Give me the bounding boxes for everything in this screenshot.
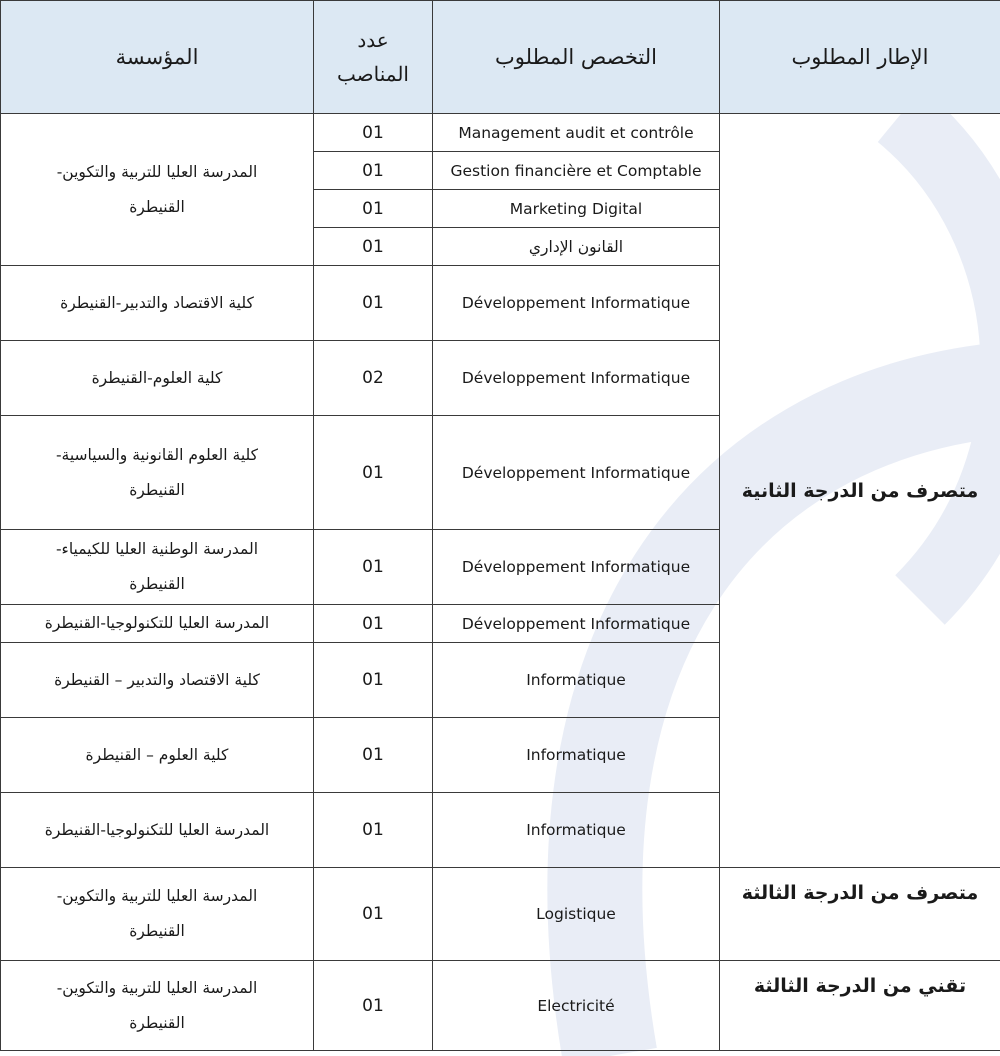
specialty-cell: Logistique	[433, 868, 720, 961]
institution-cell	[1, 416, 314, 530]
table-row	[1, 114, 1000, 152]
institution-line: كلية العلوم – القنيطرة	[85, 745, 229, 764]
specialty-cell: القانون الإداري	[433, 228, 720, 266]
count-cell: 01	[314, 718, 433, 793]
institution-line: القنيطرة	[129, 1013, 185, 1032]
institution-cell	[1, 793, 314, 868]
institution-line: كلية الاقتصاد والتدبير – القنيطرة	[54, 670, 260, 689]
institution-line: كلية الاقتصاد والتدبير-القنيطرة	[60, 293, 254, 312]
count-cell: 01	[314, 228, 433, 266]
header-specialty: التخصص المطلوب	[433, 1, 720, 114]
specialty-cell: Marketing Digital	[433, 190, 720, 228]
header-count-line1: عدد	[357, 28, 389, 52]
institution-line: القنيطرة	[129, 480, 185, 499]
table-row	[1, 868, 1000, 961]
specialty-cell: Informatique	[433, 643, 720, 718]
count-cell: 01	[314, 266, 433, 341]
specialty-cell: Développement Informatique	[433, 530, 720, 605]
specialty-cell: Développement Informatique	[433, 266, 720, 341]
count-cell: 01	[314, 114, 433, 152]
count-cell: 01	[314, 868, 433, 961]
institution-line: القنيطرة	[129, 922, 185, 940]
count-cell: 01	[314, 961, 433, 1051]
header-count	[314, 1, 433, 114]
specialty-cell: Management audit et contrôle	[433, 114, 720, 152]
institution-cell	[1, 961, 314, 1051]
count-cell: 01	[314, 530, 433, 605]
header-institution: المؤسسة	[1, 1, 314, 114]
institution-line: القنيطرة	[129, 197, 185, 216]
institution-line: المدرسة العليا للتربية والتكوين-	[56, 978, 258, 997]
table-header-row	[1, 1, 1000, 114]
frame-cell: متصرف من الدرجة الثانية	[720, 114, 1000, 868]
institution-cell	[1, 530, 314, 605]
count-cell: 01	[314, 152, 433, 190]
specialty-cell: Gestion financière et Comptable	[433, 152, 720, 190]
frame-cell: تقني من الدرجة الثالثة	[720, 961, 1000, 1051]
institution-line: المدرسة الوطنية العليا للكيمياء-	[55, 540, 259, 558]
institution-cell	[1, 868, 314, 961]
specialty-cell: Développement Informatique	[433, 605, 720, 643]
institution-cell	[1, 114, 314, 266]
institution-cell	[1, 718, 314, 793]
institution-line: المدرسة العليا للتربية والتكوين-	[56, 887, 258, 905]
count-cell: 01	[314, 605, 433, 643]
header-frame: الإطار المطلوب	[720, 1, 1000, 114]
institution-cell	[1, 605, 314, 643]
count-cell: 01	[314, 643, 433, 718]
count-cell: 01	[314, 793, 433, 868]
frame-cell: متصرف من الدرجة الثالثة	[720, 868, 1000, 961]
specialty-cell: Informatique	[433, 793, 720, 868]
specialty-cell: Informatique	[433, 718, 720, 793]
institution-line: المدرسة العليا للتربية والتكوين-	[56, 162, 258, 181]
header-count-line2: المناصب	[337, 62, 409, 86]
institution-line: القنيطرة	[129, 575, 185, 593]
institution-line: المدرسة العليا للتكنولوجيا-القنيطرة	[44, 820, 270, 839]
institution-cell	[1, 341, 314, 416]
specialty-cell: Electricité	[433, 961, 720, 1051]
institution-cell	[1, 266, 314, 341]
count-cell: 02	[314, 341, 433, 416]
specialty-cell: Développement Informatique	[433, 341, 720, 416]
institution-cell	[1, 643, 314, 718]
count-cell: 01	[314, 416, 433, 530]
institution-line: كلية العلوم القانونية والسياسية-	[55, 445, 259, 464]
institution-line: كلية العلوم-القنيطرة	[91, 368, 223, 387]
table-row	[1, 961, 1000, 1051]
specialty-cell: Développement Informatique	[433, 416, 720, 530]
count-cell: 01	[314, 190, 433, 228]
institution-line: المدرسة العليا للتكنولوجيا-القنيطرة	[44, 614, 270, 632]
